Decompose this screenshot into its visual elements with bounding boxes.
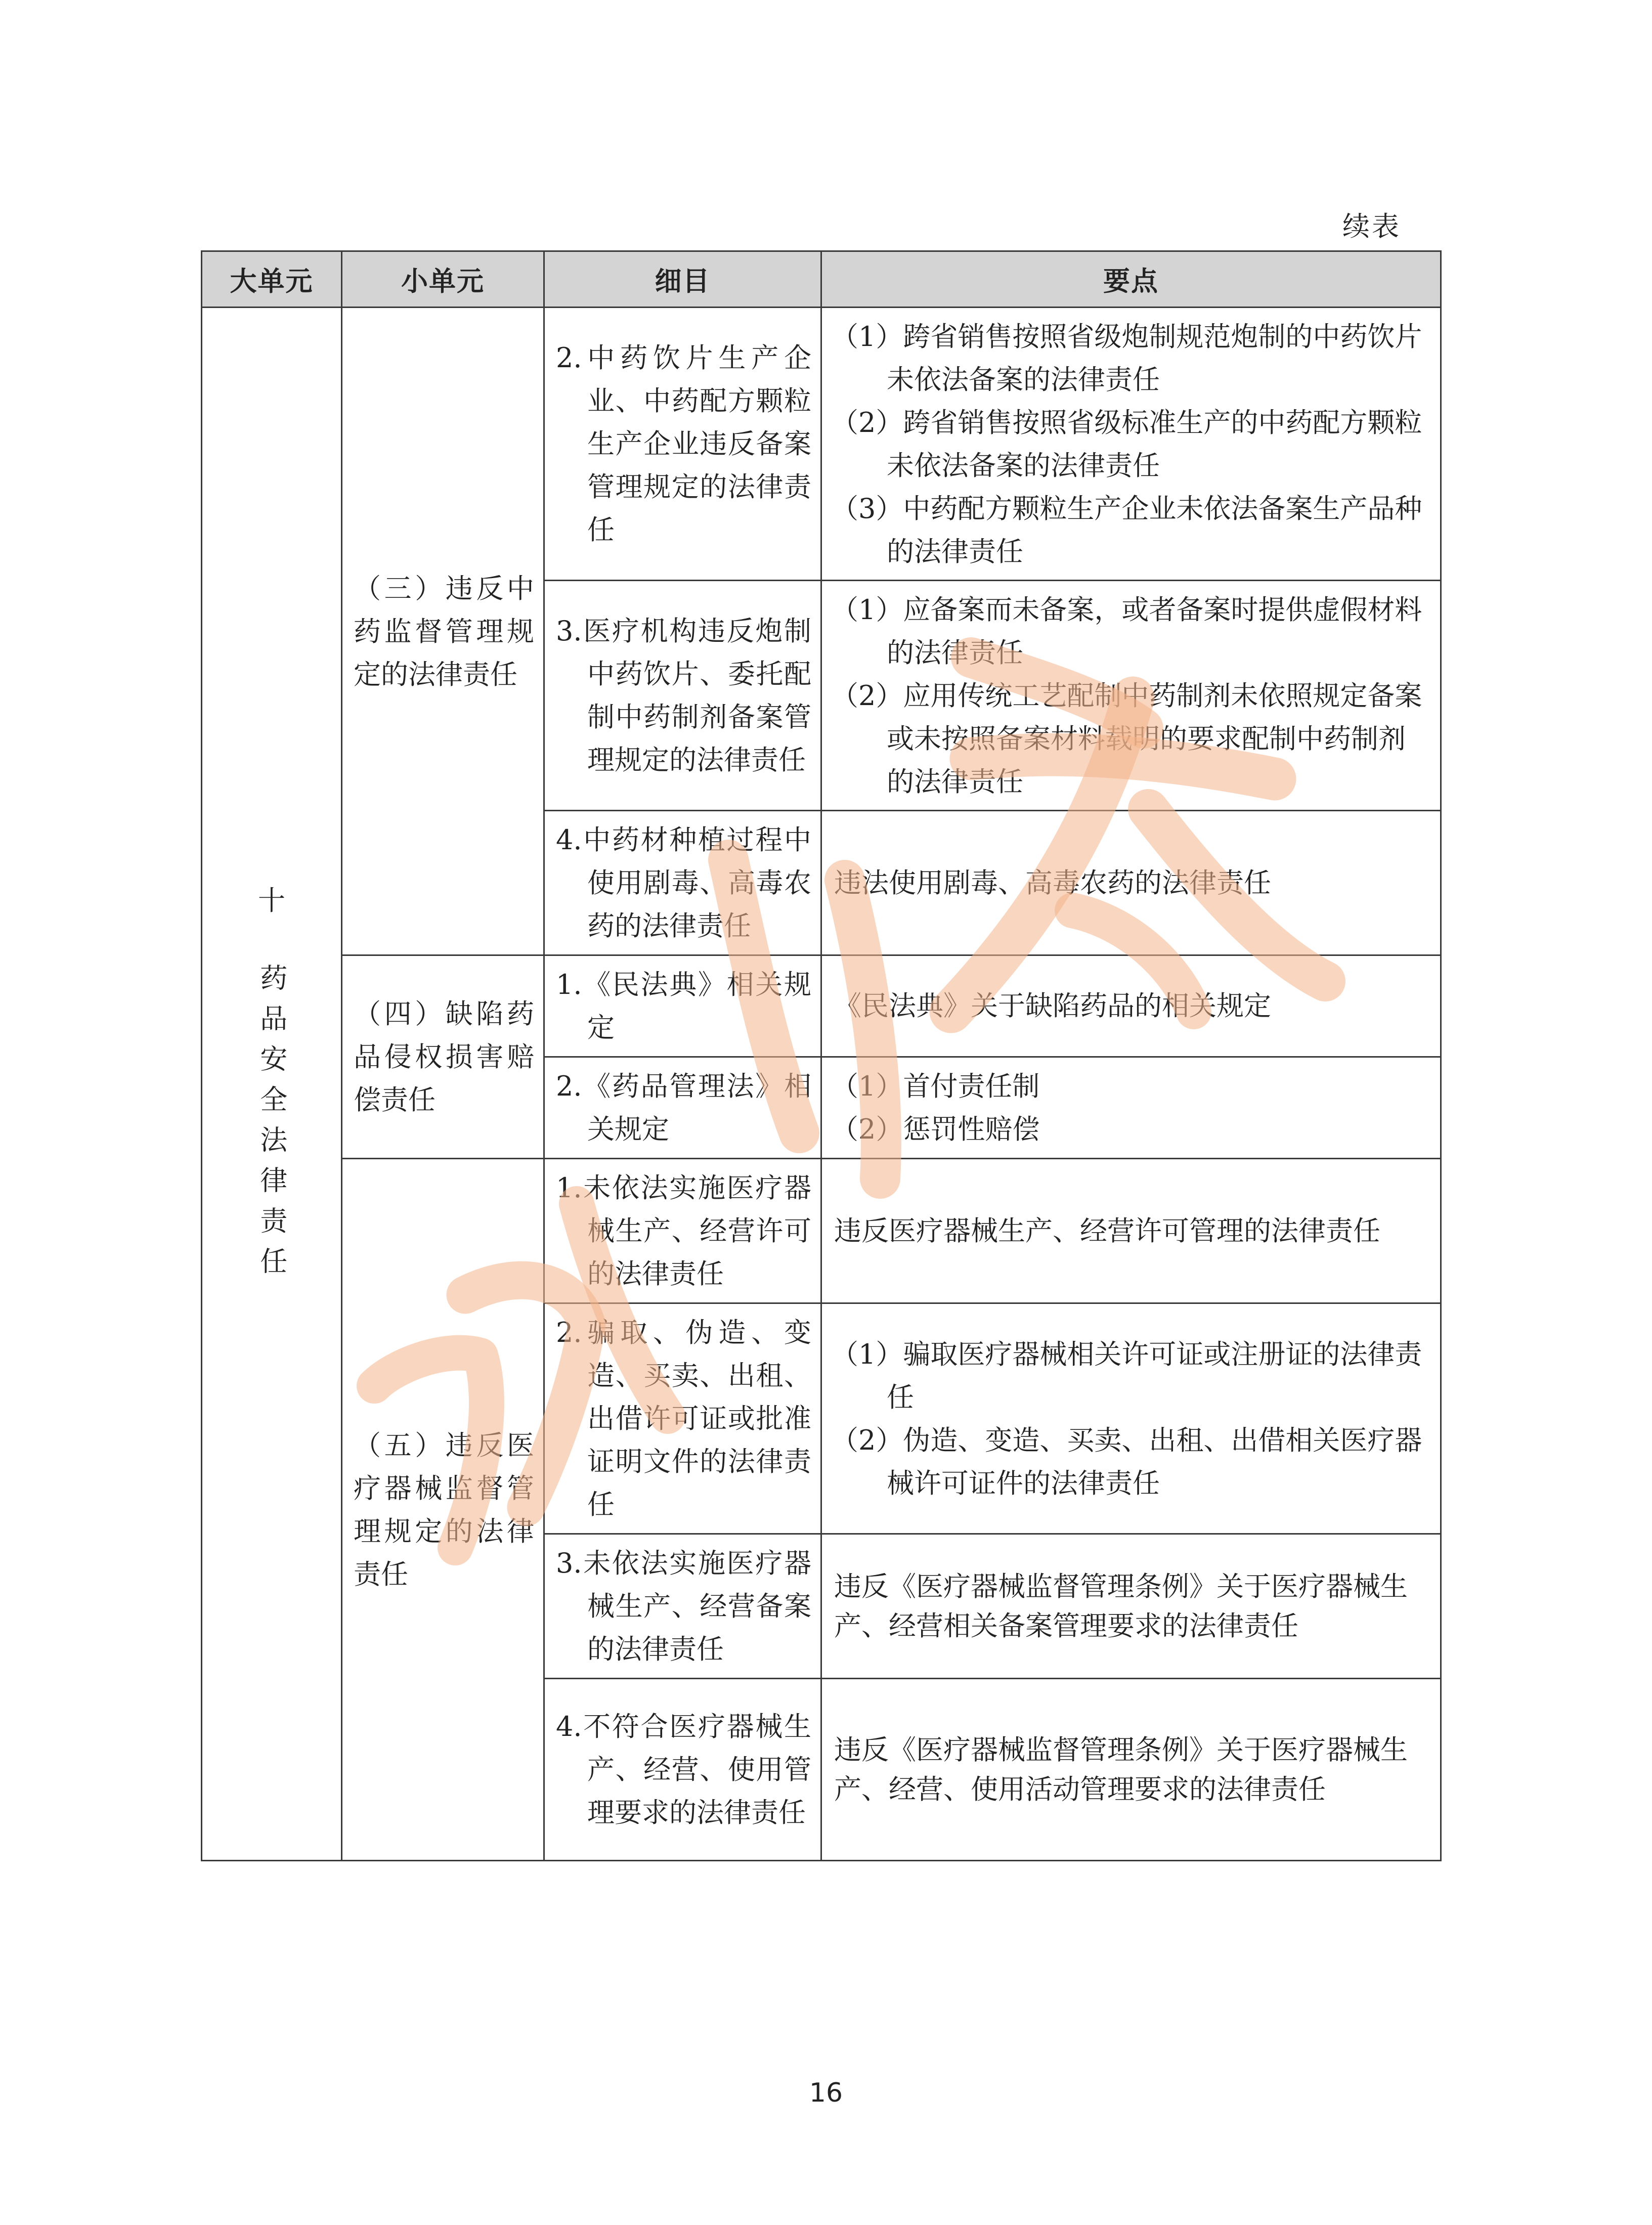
point-item: （3）中药配方颗粒生产企业未依法备案生产品种的法律责任 [831,492,1422,568]
table-header-row [202,251,1441,308]
detail-text: 2.中药饮片生产企业、中药配方颗粒生产企业违反备案管理规定的法律责任 [556,342,811,546]
detail-cell [544,1159,821,1303]
subunit-cell: （四）缺陷药品侵权损害赔偿责任 [342,955,544,1159]
point-item: （2）跨省销售按照省级标准生产的中药配方颗粒未依法备案的法律责任 [831,406,1422,482]
detail-cell [544,308,821,581]
page-number: 16 [809,2078,843,2108]
header-key-points: 要点 [821,251,1441,308]
subunit-cell: （五）违反医疗器械监督管理规定的法律责任 [342,1159,544,1861]
detail-cell [544,1303,821,1534]
detail-text: 1.《民法典》相关规定 [556,969,811,1043]
points-cell [821,308,1441,581]
point-item: （2）惩罚性赔偿 [831,1113,1040,1145]
points-cell [821,1057,1441,1159]
points-cell [821,955,1441,1057]
point-item: 违反《医疗器械监督管理条例》关于医疗器械生产、经营相关备案管理要求的法律责任 [834,1570,1408,1642]
detail-cell [544,1534,821,1679]
point-item: （1）跨省销售按照省级炮制规范炮制的中药饮片未依法备案的法律责任 [831,320,1422,396]
points-cell [821,581,1441,811]
points-cell [821,811,1441,955]
major-unit-cell [202,308,342,1861]
point-item: 违反医疗器械生产、经营许可管理的法律责任 [834,1214,1380,1247]
point-item: 违反《医疗器械监督管理条例》关于医疗器械生产、经营、使用活动管理要求的法律责任 [834,1733,1408,1805]
continued-label: 续表 [1342,210,1401,242]
major-unit-number: 十 [258,884,285,917]
detail-cell [544,1679,821,1861]
points-cell [821,1679,1441,1861]
point-item: （1）骗取医疗器械相关许可证或注册证的法律责任 [831,1338,1422,1413]
syllabus-table [201,250,1442,1861]
points-cell [821,1159,1441,1303]
header-minor-unit: 小单元 [342,251,544,308]
subunit-cell: （三）违反中药监督管理规定的法律责任 [342,308,544,955]
detail-cell [544,581,821,811]
points-cell [821,1534,1441,1679]
detail-cell [544,955,821,1057]
detail-text: 3.医疗机构违反炮制中药饮片、委托配制中药制剂备案管理规定的法律责任 [556,615,811,776]
table-row [202,308,1441,581]
detail-text: 4.不符合医疗器械生产、经营、使用管理要求的法律责任 [556,1711,811,1828]
detail-text: 2.骗取、伪造、变造、买卖、出租、出借许可证或批准证明文件的法律责任 [556,1317,811,1520]
point-item: 《民法典》关于缺陷药品的相关规定 [834,990,1271,1022]
header-major-unit: 大单元 [202,251,342,308]
detail-cell [544,1057,821,1159]
point-item: （1）首付责任制 [831,1070,1040,1102]
point-item: （2）伪造、变造、买卖、出租、出借相关医疗器械许可证件的法律责任 [831,1424,1422,1499]
point-item: （2）应用传统工艺配制中药制剂未依照规定备案或未按照备案材料载明的要求配制中药制剂的法律责任 [831,679,1422,798]
detail-text: 4.中药材种植过程中使用剧毒、高毒农药的法律责任 [556,824,811,942]
detail-text: 1.未依法实施医疗器械生产、经营许可的法律责任 [556,1172,811,1290]
points-cell [821,1303,1441,1534]
table-row [202,955,1441,1057]
detail-text: 2.《药品管理法》相关规定 [556,1070,811,1145]
table-row [202,1159,1441,1303]
header-detail: 细目 [544,251,821,308]
major-unit-title: 药品安全法律责任 [255,963,288,1287]
point-item: 违法使用剧毒、高毒农药的法律责任 [834,866,1271,899]
detail-text: 3.未依法实施医疗器械生产、经营备案的法律责任 [556,1547,811,1665]
point-item: （1）应备案而未备案，或者备案时提供虚假材料的法律责任 [831,593,1422,669]
detail-cell [544,811,821,955]
